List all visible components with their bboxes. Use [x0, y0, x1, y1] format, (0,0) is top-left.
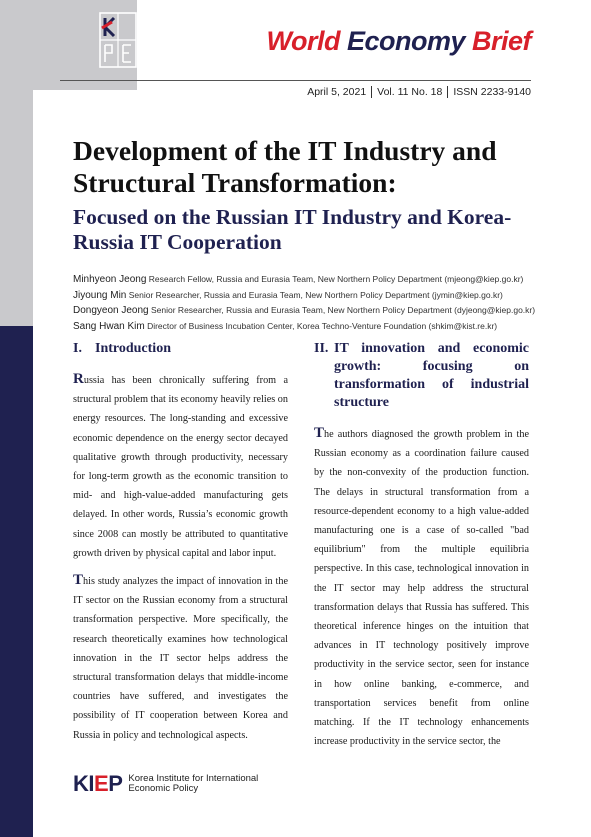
paragraph — [73, 370, 288, 563]
paragraph — [314, 424, 529, 751]
paragraph — [73, 571, 288, 745]
section-number: II. — [314, 341, 329, 356]
author-line — [73, 288, 553, 304]
sidebar-navy-band — [0, 326, 33, 837]
right-column — [314, 340, 529, 759]
author-desc: Senior Researcher, Russia and Eurasia Team, New Northern Policy Department (jymin@kiep.go.kr) — [128, 289, 503, 300]
author-name: Dongyeon Jeong — [73, 305, 149, 316]
section-title: IT innovation and economic growth: focusing on transformation of industrial structure — [334, 341, 529, 410]
paragraph-text: his study analyzes the impact of innovation in the IT sector on the Russian economy from a structural transformation perspective. More specifically, the research theoretically examines how technological innovation in the IT sector helps address the structural transformation delays that middle-income countries have suffered, and investigates the possibility of IT cooperation between Korea and Russia in policy and technological aspects. — [73, 576, 288, 741]
brand-economy: Economy — [346, 26, 472, 56]
page-subtitle: Focused on the Russian IT Industry and Korea-Russia IT Cooperation — [73, 205, 512, 254]
author-name: Sang Hwan Kim — [73, 320, 145, 332]
section-title: Introduction — [95, 341, 171, 356]
publication-brand — [266, 26, 531, 57]
brand-brief: Brief — [471, 26, 531, 56]
footer-kiep-logo — [73, 771, 258, 797]
author-line — [73, 319, 553, 335]
kiep-header-logo — [33, 0, 137, 90]
kiep-name-line1: Korea Institute for International — [128, 772, 259, 784]
author-name: Minhyeon Jeong — [73, 274, 147, 285]
section-number: I. — [73, 341, 82, 356]
issue-date: April 5, 2021 — [307, 86, 367, 98]
left-column — [73, 340, 288, 753]
page-title: Development of the IT Industry and Structural Transformation: — [73, 135, 497, 198]
header-rule — [60, 80, 531, 81]
author-desc: Research Fellow, Russia and Eurasia Team, New Northern Policy Department (mjeong@kiep.go.kr) — [148, 274, 524, 284]
author-desc: Director of Business Incubation Center, Korea Techno-Venture Foundation (shkim@kist.re.kr) — [147, 320, 498, 331]
section-heading-it-innovation — [314, 340, 529, 412]
kiep-wordmark-ki: KI — [73, 771, 94, 796]
issue-volume: Vol. 11 No. 18 — [371, 86, 447, 98]
kiep-name-line2: Economic Policy — [128, 783, 199, 794]
drop-cap: T — [314, 425, 325, 441]
issue-issn: ISSN 2233-9140 — [447, 86, 531, 98]
paragraph-text: ussia has been chronically suffering from a structural problem that its economy heavily relies on energy resources. The long-standing and excessive economic dependence on the energy sector decayed qualitative growth through productivity, necessary for long-term growth as the economic transition to mid- and high-value-added manufacturing gets delayed. In other words, Russia’s economic growth since 2008 can mostly be attributed to quantitative growth driven by physical capital and labor input. — [73, 375, 288, 559]
kiep-wordmark — [73, 771, 122, 797]
author-desc: Senior Researcher, Russia and Eurasia Team, New Northern Policy Department (dyjeong@kiep.go.kr) — [151, 305, 536, 315]
kiep-wordmark-e: E — [94, 771, 109, 796]
kiep-wordmark-p: P — [108, 771, 123, 796]
author-line — [73, 303, 553, 319]
sidebar-grey-band — [0, 0, 33, 326]
author-list — [73, 272, 553, 334]
section-heading-introduction — [73, 340, 288, 358]
author-name: Jiyoung Min — [73, 289, 127, 301]
kiep-institute-name — [128, 774, 258, 795]
brand-world: World — [266, 26, 347, 56]
issue-meta — [302, 86, 531, 98]
author-line — [73, 272, 553, 288]
paragraph-text: he authors diagnosed the growth problem in the Russian economy as a coordination failure caused by the non-convexity of the production function. The delays in structural transformation from a resource-dependent economy to a high value-added manufacturing one is a case of so-called "bad equilibrium" from the multiple equilibria perspective. In this case, technological innovation in the IT sector may help address the structural transformation delays that Russia has suffered. This theoretical inference hinges on the intuition that advances in IT technology positively improve productivity in the service sector, seen for instance in how online banking, e-commerce, and transportation services benefit from online matching. If the IT technology enhancements increase productivity in the service sector, the — [314, 429, 529, 748]
drop-cap: R — [73, 371, 84, 387]
drop-cap: T — [73, 572, 84, 589]
kiep-emblem-icon — [99, 12, 137, 68]
